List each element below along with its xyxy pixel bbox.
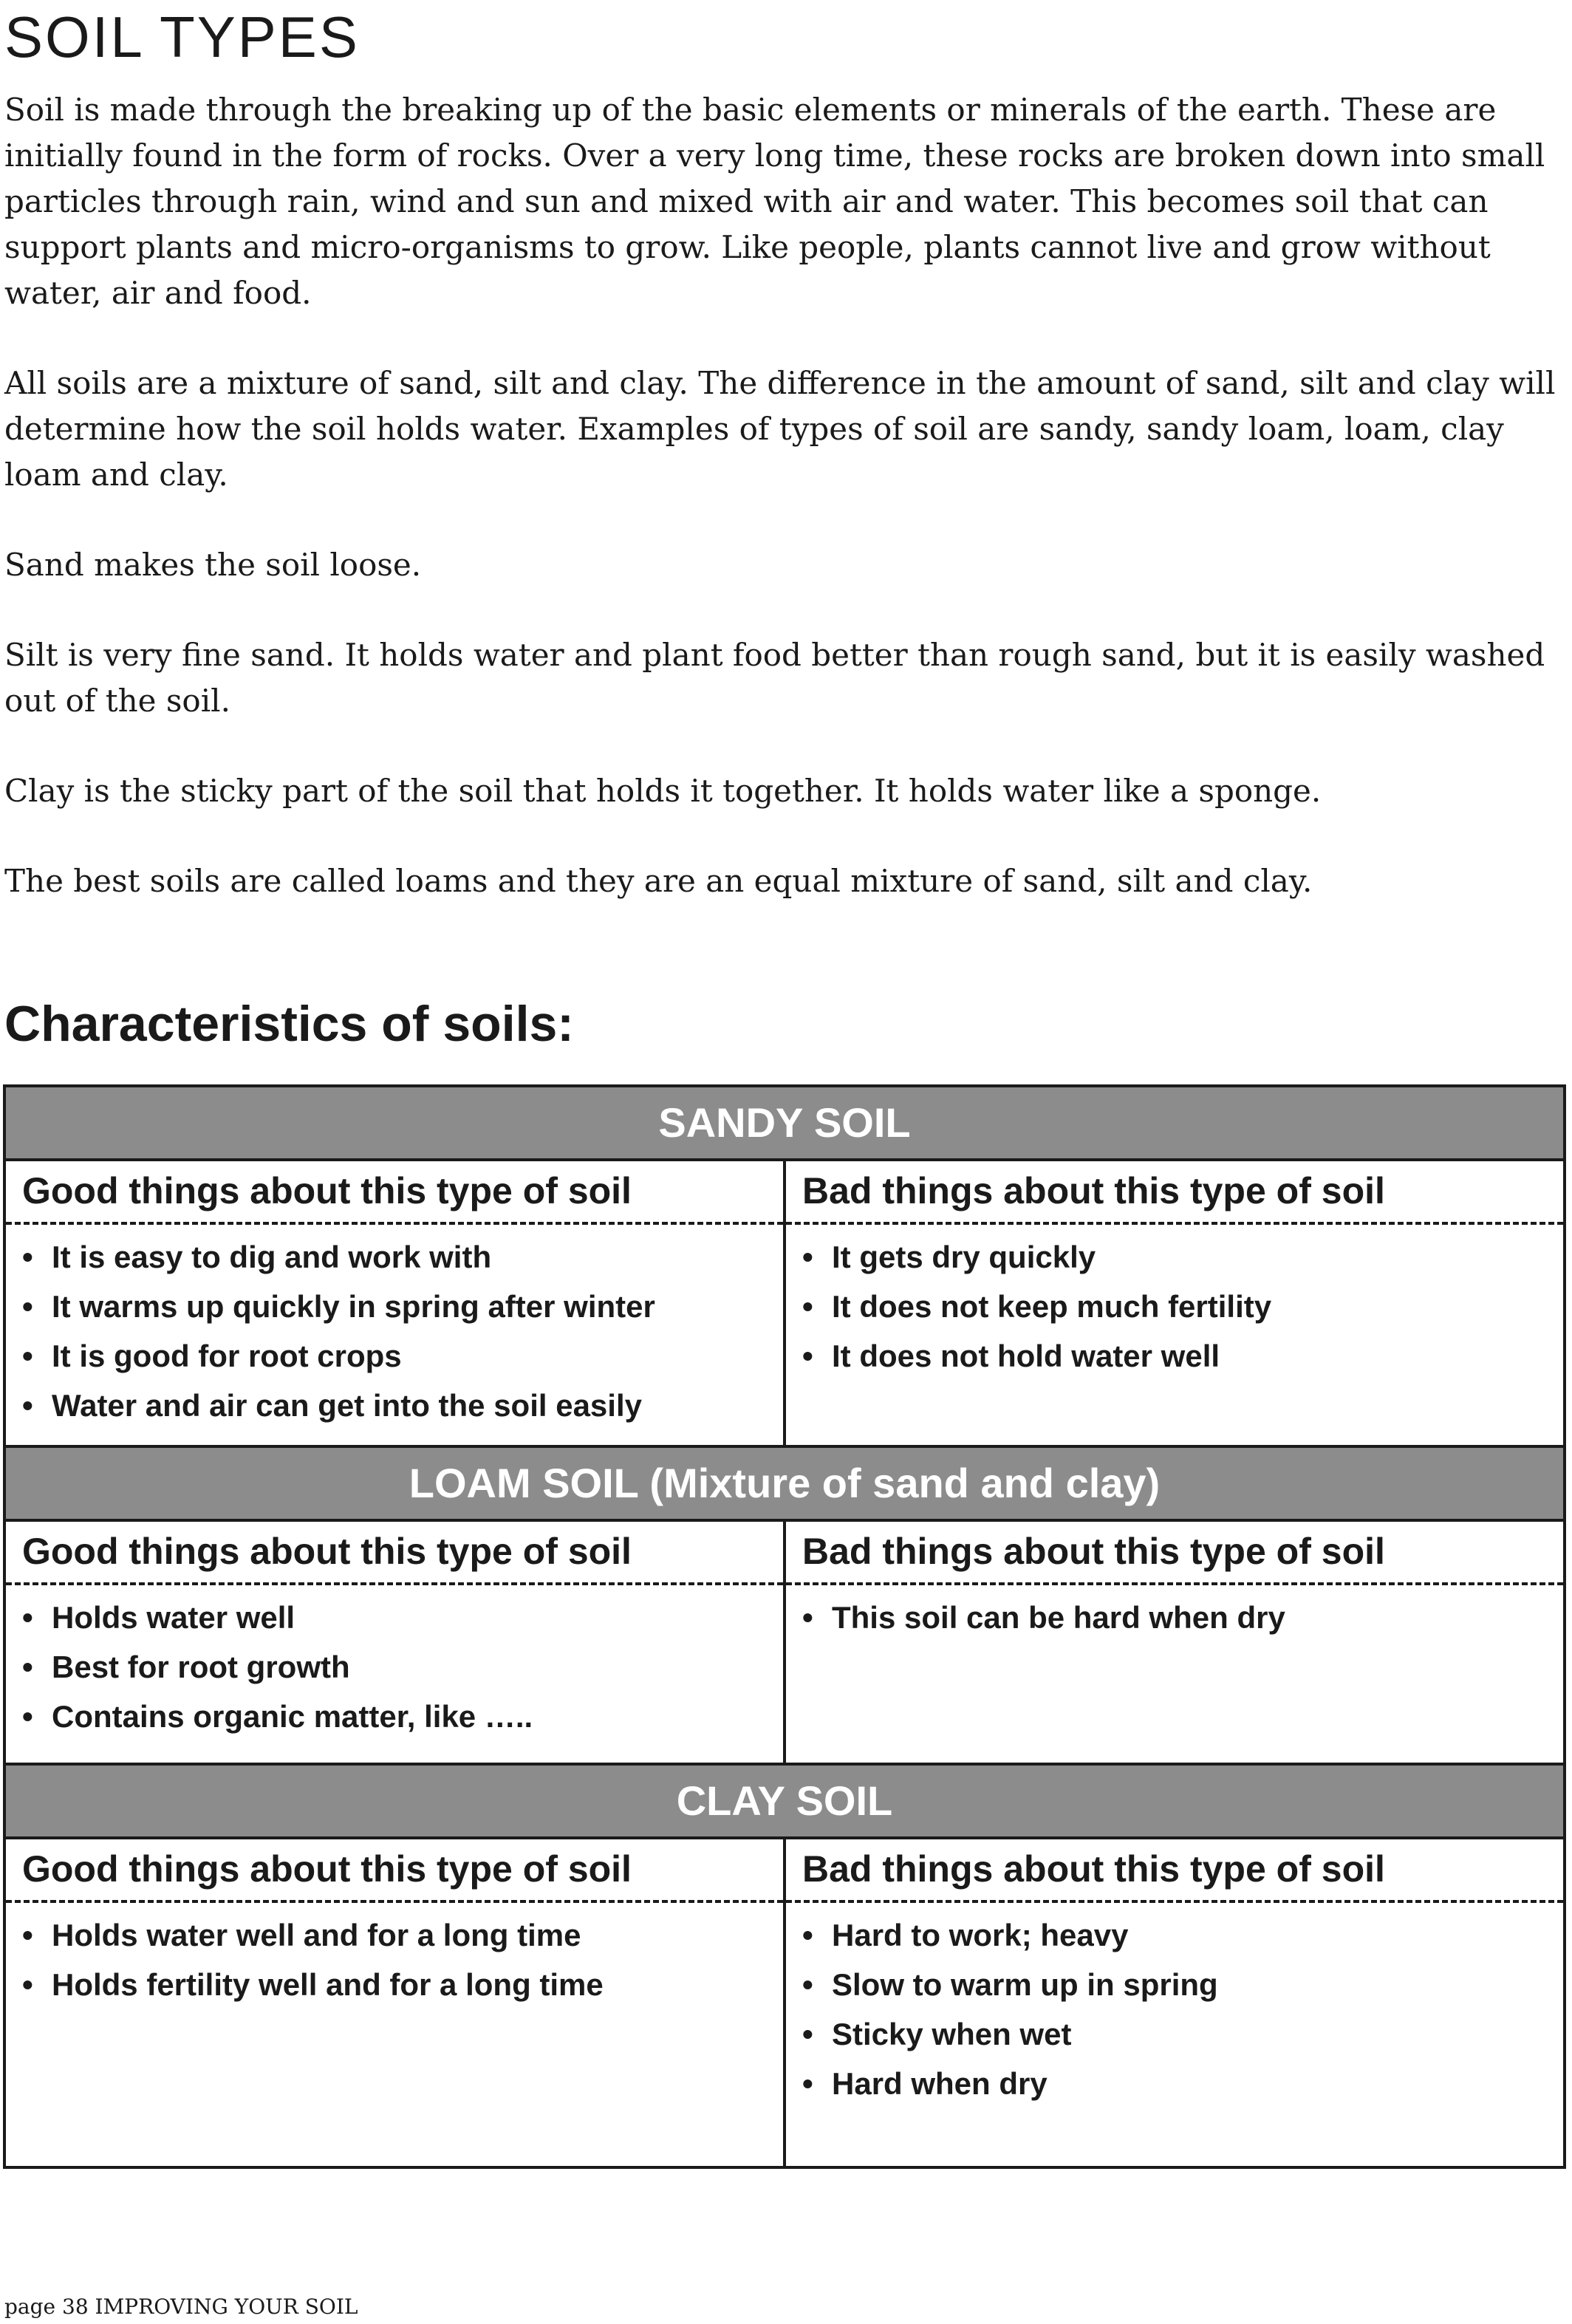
list-item: • Holds fertility well and for a long time	[22, 1960, 783, 2009]
bad-column	[786, 1839, 1563, 2166]
good-list	[6, 1903, 783, 2024]
section-columns	[6, 1161, 1563, 1445]
intro-text	[4, 87, 1562, 949]
list-item: • It does not keep much fertility	[802, 1282, 1563, 1331]
bad-column	[786, 1161, 1563, 1445]
intro-paragraph: All soils are a mixture of sand, silt and clay. The difference in the amount of sand, silt and clay will determine how the soil holds water. Examples of types of soil are sandy, sandy loam, loam, clay loam and clay.	[4, 365, 1556, 493]
list-item: • Water and air can get into the soil easily	[22, 1381, 783, 1430]
list-item: • Slow to warm up in spring	[802, 1960, 1563, 2009]
bad-header: Bad things about this type of soil	[786, 1522, 1563, 1585]
soil-characteristics-table	[3, 1084, 1566, 2169]
bad-header: Bad things about this type of soil	[786, 1161, 1563, 1225]
page-title: SOIL TYPES	[4, 4, 360, 69]
bad-header: Bad things about this type of soil	[786, 1839, 1563, 1903]
list-item: • Best for root growth	[22, 1642, 783, 1692]
section-columns	[6, 1522, 1563, 1763]
intro-paragraph: The best soils are called loams and they are an equal mixture of sand, silt and clay.	[4, 863, 1313, 899]
list-item: • Holds water well and for a long time	[22, 1910, 783, 1960]
good-column	[6, 1839, 786, 2166]
intro-paragraph: Sand makes the soil loose.	[4, 547, 422, 583]
loam-soil-section	[6, 1445, 1563, 1763]
list-item: • Holds water well	[22, 1593, 783, 1642]
good-list	[6, 1225, 783, 1445]
good-header: Good things about this type of soil	[6, 1522, 783, 1585]
good-list	[6, 1585, 783, 1756]
page-footer: page 38 IMPROVING YOUR SOIL	[4, 2294, 358, 2319]
section-heading: Characteristics of soils:	[4, 996, 574, 1052]
list-item: • It warms up quickly in spring after winter	[22, 1282, 783, 1331]
list-item: • It does not hold water well	[802, 1331, 1563, 1381]
intro-paragraph: Clay is the sticky part of the soil that holds it together. It holds water like a sponge.	[4, 773, 1322, 809]
bad-list	[786, 1225, 1563, 1395]
section-title: SANDY SOIL	[6, 1087, 1563, 1161]
good-header: Good things about this type of soil	[6, 1161, 783, 1225]
section-title: LOAM SOIL (Mixture of sand and clay)	[6, 1448, 1563, 1522]
list-item: • It is easy to dig and work with	[22, 1232, 783, 1282]
clay-soil-section	[6, 1763, 1563, 2166]
section-title: CLAY SOIL	[6, 1766, 1563, 1839]
list-item: • Hard to work; heavy	[802, 1910, 1563, 1960]
list-item: • Contains organic matter, like …..	[22, 1692, 783, 1741]
sandy-soil-section	[6, 1087, 1563, 1445]
good-header: Good things about this type of soil	[6, 1839, 783, 1903]
list-item: • It gets dry quickly	[802, 1232, 1563, 1282]
intro-paragraph: Silt is very fine sand. It holds water and plant food better than rough sand, but it is easily washed out of the soil.	[4, 637, 1545, 719]
list-item: • This soil can be hard when dry	[802, 1593, 1563, 1642]
good-column	[6, 1522, 786, 1763]
good-column	[6, 1161, 786, 1445]
bad-column	[786, 1522, 1563, 1763]
intro-paragraph: Soil is made through the breaking up of the basic elements or minerals of the earth. These are initially found in the form of rocks. Over a very long time, these rocks are broken down into small particles through rain, wind and sun and mixed with air and water. This becomes soil that can support plants and micro-organisms to grow. Like people, plants cannot live and grow without water, air and food.	[4, 92, 1545, 311]
list-item: • Sticky when wet	[802, 2009, 1563, 2059]
bad-list	[786, 1585, 1563, 1657]
bad-list	[786, 1903, 1563, 2123]
list-item: • Hard when dry	[802, 2059, 1563, 2108]
section-columns	[6, 1839, 1563, 2166]
list-item: • It is good for root crops	[22, 1331, 783, 1381]
